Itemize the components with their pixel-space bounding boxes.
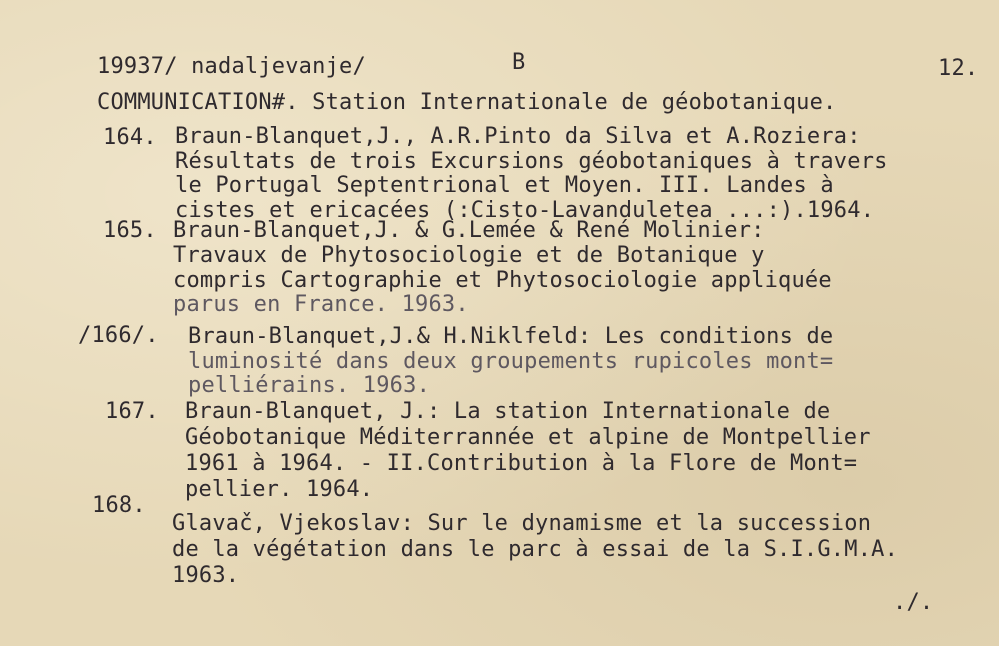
continuation-mark: ./. [893, 590, 934, 615]
entry-line: 1961 à 1964. - II.Contribution à la Flore de Mont= [185, 451, 858, 476]
series-title: COMMUNICATION#. Station Internationale de géobotanique. [97, 90, 837, 115]
entry-line: Résultats de trois Excursions géobotaniques à travers [175, 149, 888, 174]
entry-line: cistes et ericacées (:Cisto-Lavanduletea ...:).1964. [175, 198, 875, 223]
entry-number: /166/. [78, 323, 159, 348]
entry-number: 168. [92, 493, 146, 518]
entry-line: Travaux de Phytosociologie et de Botanique y [173, 243, 765, 268]
entry-line: parus en France. 1963. [173, 292, 469, 317]
entry-line: pelliérains. 1963. [188, 373, 431, 398]
entry-number: 165. [103, 218, 157, 243]
entry-line: le Portugal Septentrional et Moyen. III. Landes à [175, 173, 834, 198]
entry-line: Braun-Blanquet, J.: La station Internationale de [185, 399, 831, 424]
entry-number: 164. [103, 125, 157, 150]
entry-line: Glavač, Vjekoslav: Sur le dynamisme et la succession [172, 511, 872, 536]
entry-line: luminosité dans deux groupements rupicoles mont= [188, 349, 834, 374]
entry-line: 1963. [172, 563, 240, 588]
entry-line: Géobotanique Méditerrannée et alpine de Montpellier [185, 425, 871, 450]
entry-line: de la végétation dans le parc à essai de la S.I.G.M.A. [172, 537, 899, 562]
entry-number: 167. [105, 399, 159, 424]
entry-line: pellier. 1964. [185, 477, 374, 502]
entry-line: Braun-Blanquet,J.& H.Niklfeld: Les conditions de [188, 324, 834, 349]
card-letter: B [512, 50, 526, 75]
entry-line: compris Cartographie et Phytosociologie appliquée [173, 268, 832, 293]
card-page-number: 12. [938, 56, 979, 81]
card-reference: 19937/ nadaljevanje/ [97, 54, 366, 79]
entry-line: Braun-Blanquet,J. & G.Lemée & René Molinier: [173, 218, 765, 243]
entry-line: Braun-Blanquet,J., A.R.Pinto da Silva et A.Roziera: [175, 124, 861, 149]
